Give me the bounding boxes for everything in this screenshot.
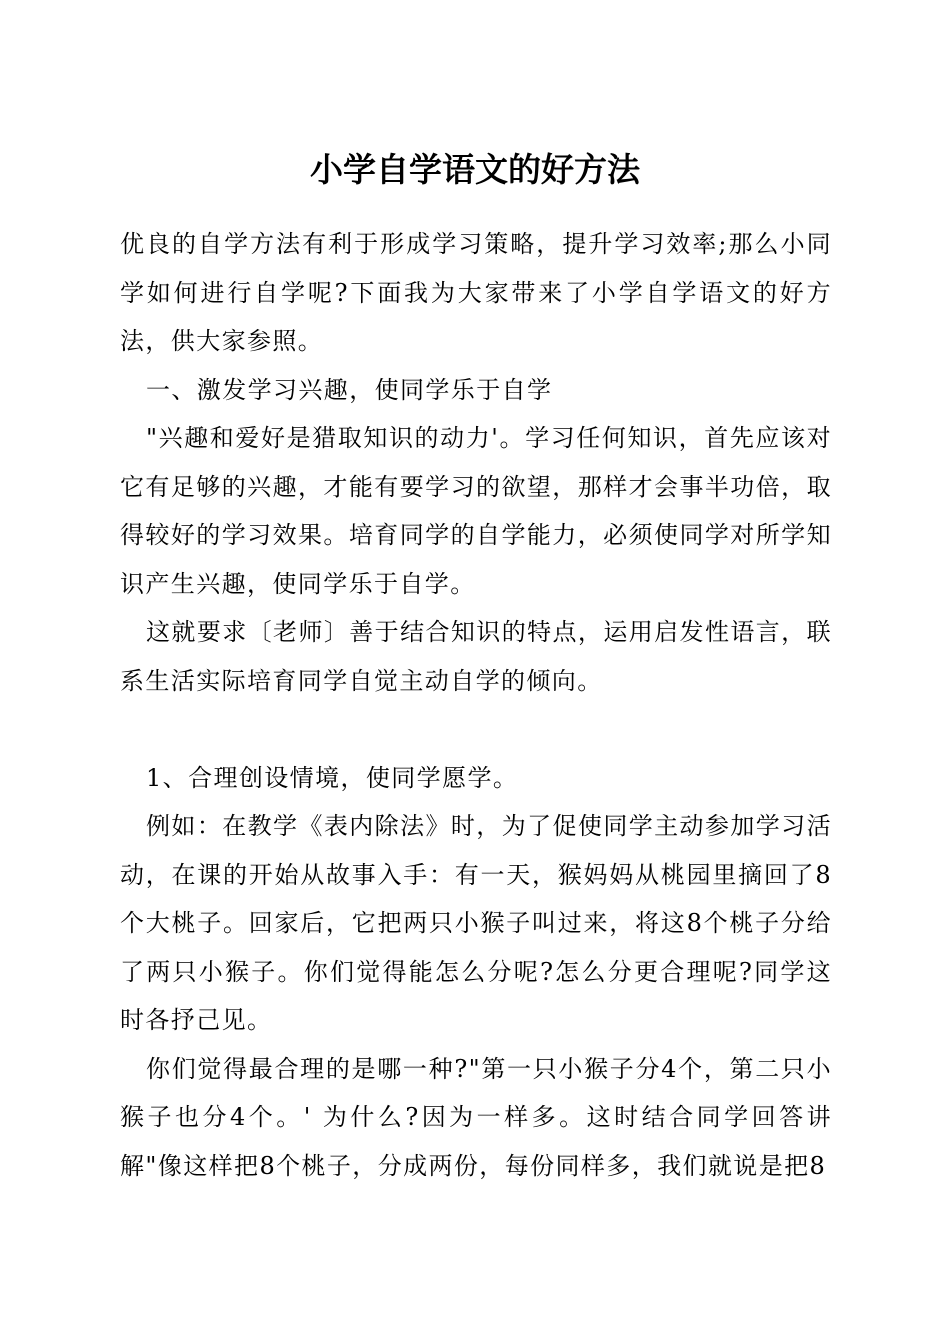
subsection-heading-1: 1、合理创设情境，使同学愿学。 <box>146 763 519 792</box>
intro-paragraph: 优良的自学方法有利于形成学习策略，提升学习效率;那么小同学如何进行自学呢?下面我为大家带来了小学自学语文的好方法，供大家参照。 <box>120 230 832 355</box>
body-paragraph: 这就要求〔老师〕善于结合知识的特点，运用启发性语言，联系生活实际培育同学自觉主动自学的倾向。 <box>120 618 832 695</box>
body-paragraph: 例如：在教学《表内除法》时，为了促使同学主动参加学习活动，在课的开始从故事入手：有一天，猴妈妈从桃园里摘回了8个大桃子。回家后，它把两只小猴子叫过来，将这8个桃子分给了两只小猴子。你们觉得能怎么分呢?怎么分更合理呢?同学这时各抒己见。 <box>120 812 832 1034</box>
body-paragraph: 你们觉得最合理的是哪一种?"第一只小猴子分4个，第二只小猴子也分4个。' 为什么?因为一样多。这时结合同学回答讲解"像这样把8个桃子，分成两份，每份同样多，我们就说是把8 <box>120 1054 832 1180</box>
paragraph-spacer <box>120 705 832 754</box>
document-title: 小学自学语文的好方法 <box>310 150 640 189</box>
section-heading-1: 一、激发学习兴趣，使同学乐于自学 <box>146 375 553 404</box>
body-paragraph: "兴趣和爱好是猎取知识的动力'。学习任何知识，首先应该对它有足够的兴趣，才能有要学习的欲望，那样才会事半功倍，取得较好的学习效果。培育同学的自学能力，必须使同学对所学知识产生兴趣，使同学乐于自学。 <box>120 424 832 598</box>
document-body <box>120 220 832 1190</box>
